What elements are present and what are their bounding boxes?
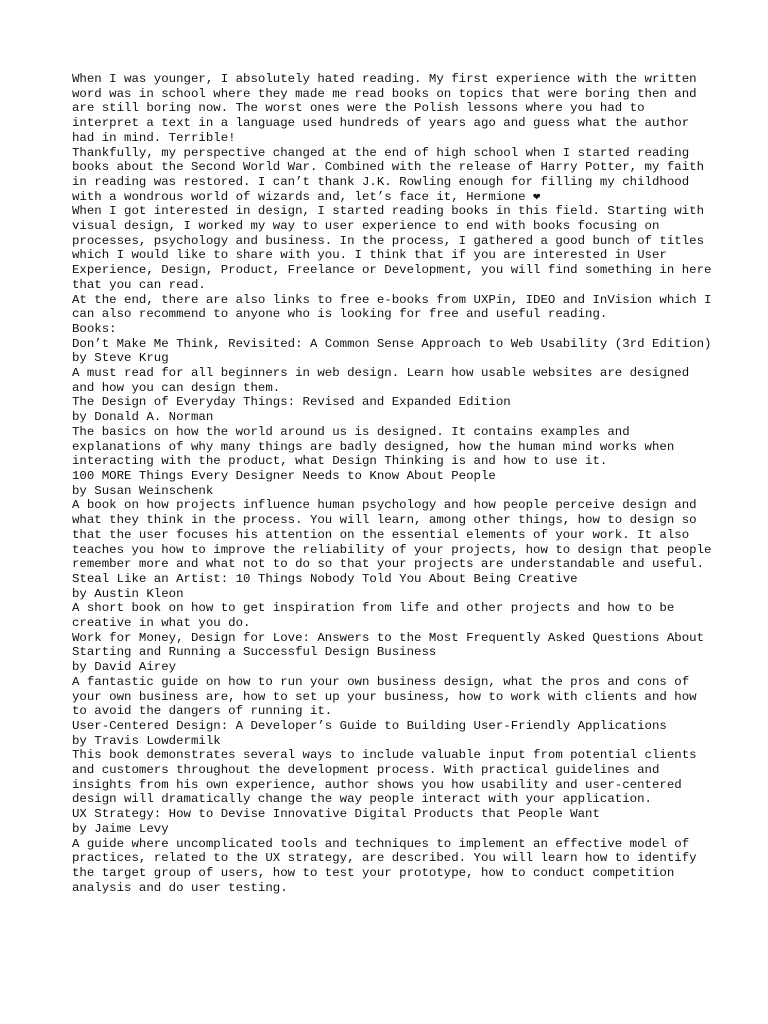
book-title: Don’t Make Me Think, Revisited: A Common Sense Approach to Web Usability (3rd Edition): [72, 336, 712, 351]
book-author: by Donald A. Norman: [72, 410, 214, 425]
book-description: A book on how projects influence human psychology and how people perceive design and what they think in the process. You will learn, among other things, how to design so that the user focuses his attention on the essential elements of your work. It also teaches you how to improve the reliability of your projects, how to design that people remember more and what not to do so that your projects are understandable and useful.: [72, 498, 712, 572]
intro-paragraph-1: When I was younger, I absolutely hated reading. My first experience with the written word was in school where they made me read books on topics that were boring then and are still boring now. The worst ones were the Polish lessons where you had to interpret a text in a language used hundreds of years ago and guess what the author had in mind. Terrible!: [72, 72, 697, 145]
book-description: A guide where uncomplicated tools and techniques to implement an effective model of practices, related to the UX strategy, are described. You will learn how to identify the target group of users, how to test your prototype, how to conduct competition analysis and do user testing.: [72, 836, 697, 895]
book-title: The Design of Everyday Things: Revised and Expanded Edition: [72, 395, 511, 410]
book-author: by Jaime Levy: [72, 821, 169, 836]
book-author: by Steve Krug: [72, 351, 169, 366]
intro-paragraph-3: When I got interested in design, I started reading books in this field. Starting with visual design, I worked my way to user experience to end with books focusing on processes, psychology and business. In the process, I gathered a good bunch of titles which I would like to share with you. I think that if you are interested in User Experience, Design, Product, Freelance or Development, you will find something in here that you can read.: [72, 204, 712, 292]
book-entry: [72, 395, 712, 469]
book-author: by Austin Kleon: [72, 586, 184, 601]
book-title: Steal Like an Artist: 10 Things Nobody Told You About Being Creative: [72, 571, 578, 586]
book-entry: [72, 469, 712, 572]
intro-paragraph-2: Thankfully, my perspective changed at the end of high school when I started reading books about the Second World War. Combined with the release of Harry Potter, my faith in reading was restored. I can’t thank J.K. Rowling enough for filling my childhood with a wondrous world of wizards and, let’s face it, Hermione ❤: [72, 145, 705, 204]
book-author: by David Airey: [72, 660, 177, 675]
book-description: A fantastic guide on how to run your own business design, what the pros and cons of your own business are, how to set up your business, how to work with clients and how to avoid the dangers of running it.: [72, 674, 697, 719]
book-entry: [72, 719, 712, 807]
book-entry: [72, 807, 712, 895]
book-title: User-Centered Design: A Developer’s Guide to Building User-Friendly Applications: [72, 718, 667, 733]
book-description: This book demonstrates several ways to include valuable input from potential clients and customers throughout the development process. With practical guidelines and insights from his own experience, author shows you how usability and user-centered design will dramatically change the way people interact with your application.: [72, 748, 697, 807]
book-author: by Susan Weinschenk: [72, 483, 214, 498]
book-title: 100 MORE Things Every Designer Needs to Know About People: [72, 468, 496, 483]
book-entry: [72, 337, 712, 396]
book-title: UX Strategy: How to Devise Innovative Digital Products that People Want: [72, 807, 600, 822]
book-entry: [72, 572, 712, 631]
book-description: A must read for all beginners in web design. Learn how usable websites are designed and how you can design them.: [72, 366, 690, 395]
book-description: A short book on how to get inspiration from life and other projects and how to be creative in what you do.: [72, 601, 675, 631]
book-description: The basics on how the world around us is designed. It contains examples and explanations of why many things are badly designed, how the human mind works when interacting with the product, what Design Thinking is and how to use it.: [72, 424, 675, 469]
document-page: [72, 72, 712, 895]
book-author: by Travis Lowdermilk: [72, 733, 221, 748]
book-title: Work for Money, Design for Love: Answers to the Most Frequently Asked Questions About Starting and Running a Successful Design Business: [72, 630, 705, 660]
book-entry: [72, 631, 712, 719]
books-heading: Books:: [72, 321, 117, 336]
intro-paragraph-4: At the end, there are also links to free e-books from UXPin, IDEO and InVision which I can also recommend to anyone who is looking for free and useful reading.: [72, 292, 712, 322]
